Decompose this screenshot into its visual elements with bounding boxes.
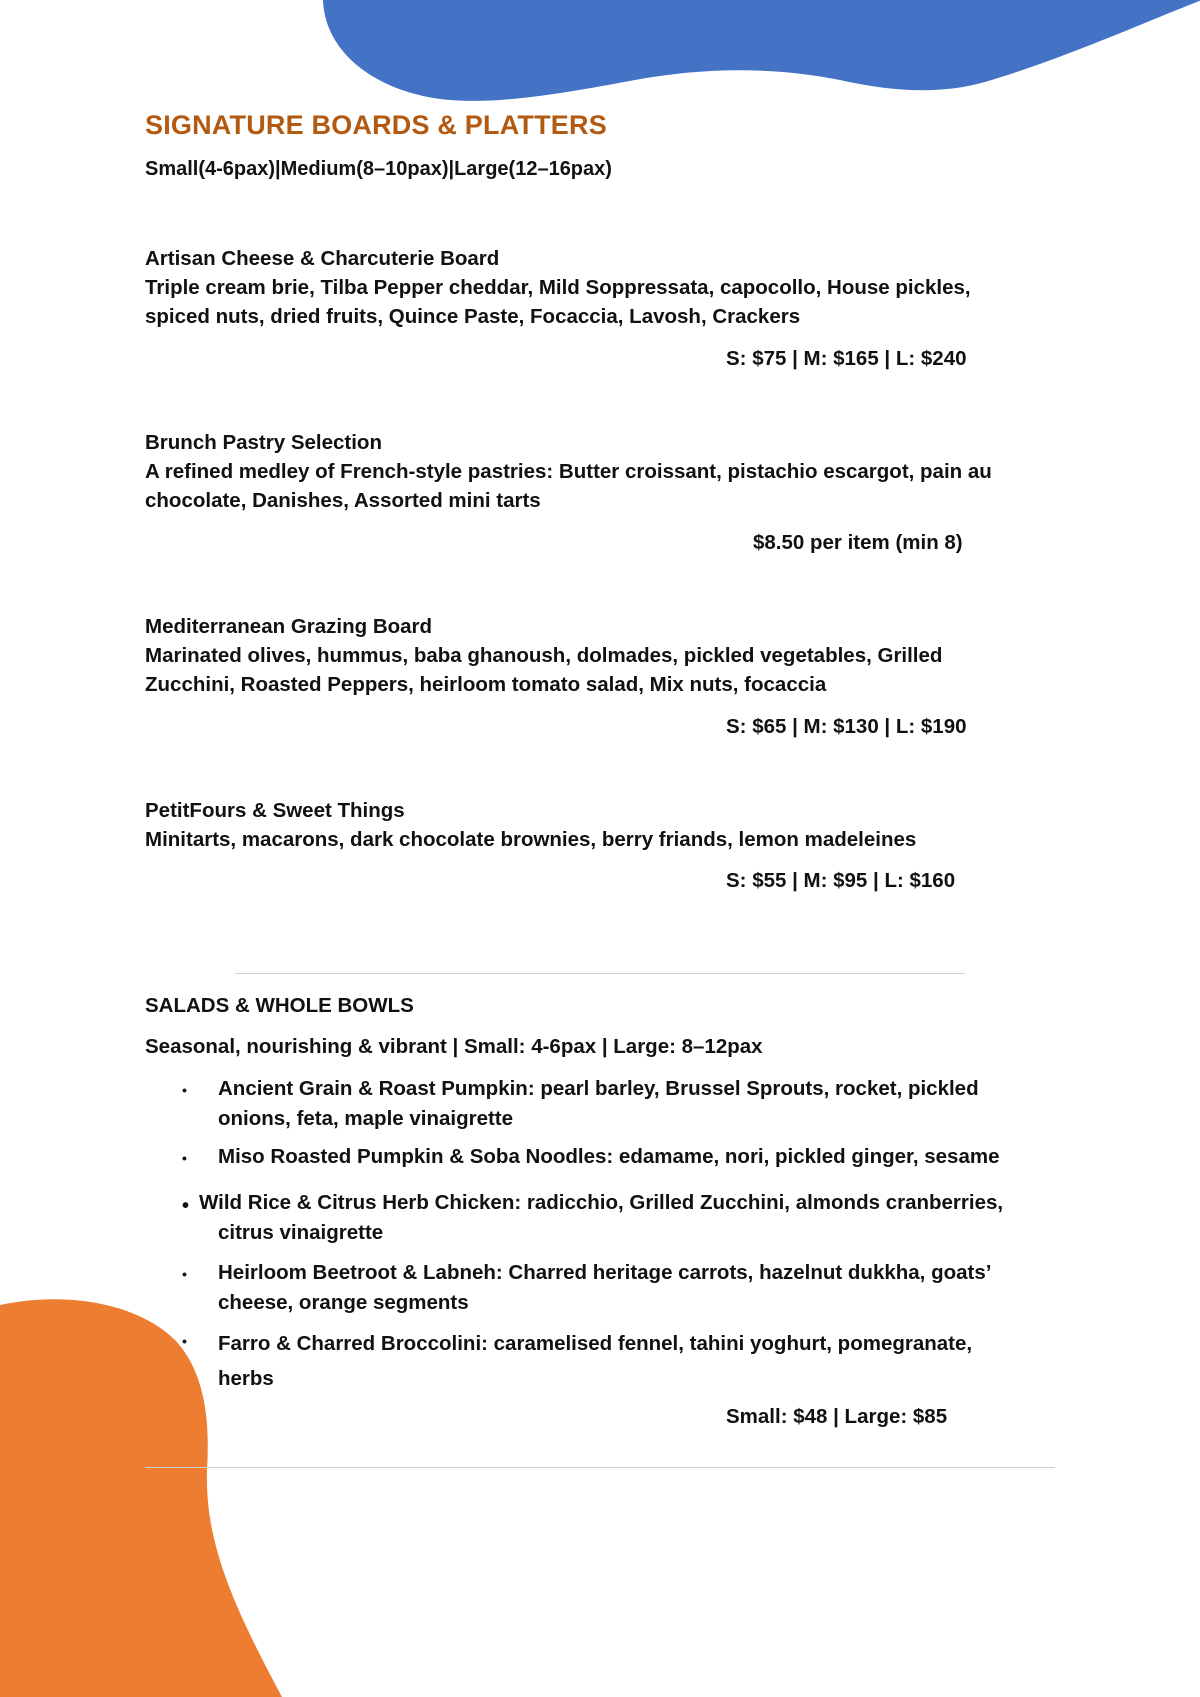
salad-item-miso-pumpkin	[218, 1142, 1038, 1172]
salad-item-wild-rice	[199, 1188, 1059, 1248]
section-divider-bottom	[145, 1467, 1055, 1468]
item-name-petitfours: PetitFours & Sweet Things	[145, 799, 405, 822]
salads-price: Small: $48 | Large: $85	[726, 1405, 948, 1428]
item-name-pastry-selection: Brunch Pastry Selection	[145, 431, 382, 454]
item-price-petitfours: S: $55 | M: $95 | L: $160	[726, 869, 956, 892]
item-price-cheese-board: S: $75 | M: $165 | L: $240	[726, 347, 967, 370]
bullet-marker: •	[182, 1266, 187, 1282]
boards-section-title: SIGNATURE BOARDS & PLATTERS	[145, 110, 607, 140]
item-desc-petitfours	[145, 825, 1045, 854]
bullet-line: citrus vinaigrette	[218, 1221, 384, 1244]
bullet-line: onions, feta, maple vinaigrette	[218, 1107, 514, 1130]
salad-item-farro	[218, 1326, 1038, 1396]
desc-line: Marinated olives, hummus, baba ghanoush, dolmades, pickled vegetables, Grilled	[145, 644, 943, 667]
bullet-marker: •	[182, 1082, 187, 1098]
bullet-line: Wild Rice & Citrus Herb Chicken: radicchio, Grilled Zucchini, almonds cranberries,	[199, 1191, 1004, 1214]
desc-line: A refined medley of French-style pastries: Butter croissant, pistachio escargot, pain au	[145, 460, 992, 483]
bullet-marker: •	[182, 1150, 187, 1166]
salad-item-ancient-grain	[218, 1074, 1038, 1134]
bullet-line: Heirloom Beetroot & Labneh: Charred heritage carrots, hazelnut dukkha, goats’	[218, 1261, 992, 1284]
item-desc-pastry-selection	[145, 457, 1045, 515]
desc-line: chocolate, Danishes, Assorted mini tarts	[145, 489, 541, 512]
bullet-marker: •	[182, 1195, 190, 1217]
boards-size-options: Small(4-6pax)|Medium(8–10pax)|Large(12–16pax)	[145, 158, 612, 180]
salads-section-title: SALADS & WHOLE BOWLS	[145, 994, 414, 1017]
salad-item-beetroot	[218, 1258, 1038, 1318]
item-desc-mediterranean-board	[145, 641, 1045, 699]
desc-line: Triple cream brie, Tilba Pepper cheddar, Mild Soppressata, capocollo, House pickles,	[145, 276, 971, 299]
bullet-line: Miso Roasted Pumpkin & Soba Noodles: edamame, nori, pickled ginger, sesame	[218, 1145, 1000, 1168]
desc-line: Zucchini, Roasted Peppers, heirloom tomato salad, Mix nuts, focaccia	[145, 673, 827, 696]
item-name-cheese-board: Artisan Cheese & Charcuterie Board	[145, 247, 500, 270]
item-desc-cheese-board	[145, 273, 1045, 331]
section-divider	[235, 973, 965, 974]
bullet-line: herbs	[218, 1367, 274, 1390]
desc-line: spiced nuts, dried fruits, Quince Paste, Focaccia, Lavosh, Crackers	[145, 305, 801, 328]
bullet-line: Ancient Grain & Roast Pumpkin: pearl barley, Brussel Sprouts, rocket, pickled	[218, 1077, 979, 1100]
salads-subtitle: Seasonal, nourishing & vibrant | Small: 4-6pax | Large: 8–12pax	[145, 1035, 763, 1058]
item-price-pastry-selection: $8.50 per item (min 8)	[753, 531, 963, 554]
bullet-marker: •	[182, 1333, 187, 1349]
item-price-mediterranean-board: S: $65 | M: $130 | L: $190	[726, 715, 967, 738]
desc-line: Minitarts, macarons, dark chocolate brownies, berry friands, lemon madeleines	[145, 828, 917, 851]
item-name-mediterranean-board: Mediterranean Grazing Board	[145, 615, 433, 638]
bullet-line: cheese, orange segments	[218, 1291, 469, 1314]
bullet-line: Farro & Charred Broccolini: caramelised fennel, tahini yoghurt, pomegranate,	[218, 1332, 973, 1355]
